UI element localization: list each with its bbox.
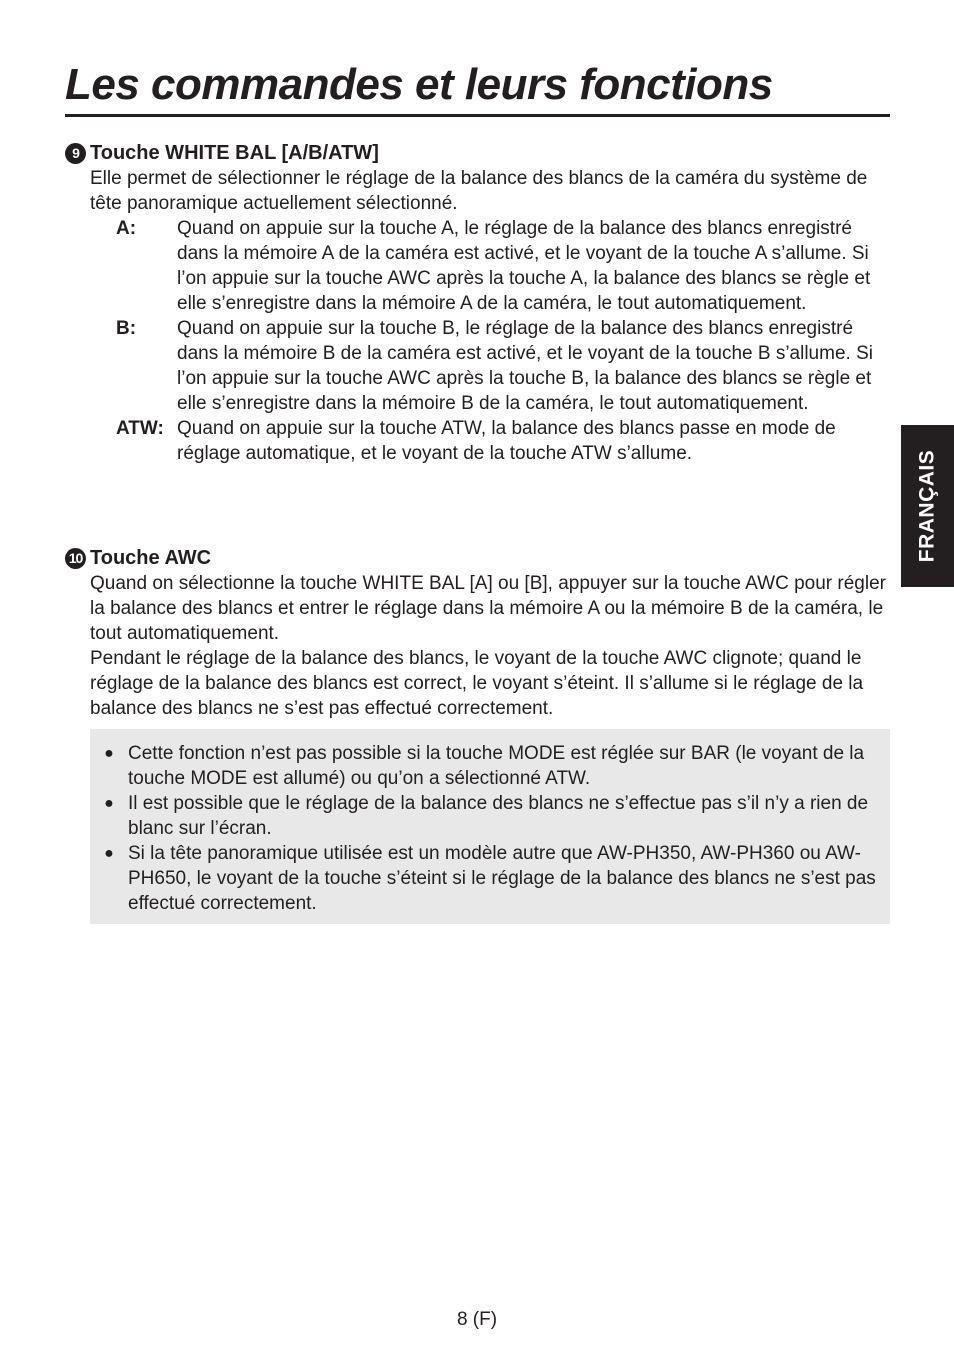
language-tab-label: FRANÇAIS [915, 449, 939, 563]
definition-b [116, 316, 891, 416]
language-tab [901, 425, 954, 587]
note-item [90, 841, 890, 916]
section-paragraph: Quand on sélectionne la touche WHITE BAL [A] ou [B], appuyer sur la touche AWC pour régler la balance des blancs et entrer le réglage dans la mémoire A ou la mémoire B de la caméra, le tout automatiquement. [90, 573, 886, 644]
definition-a [116, 216, 891, 316]
note-list [90, 729, 890, 916]
section-intro: Elle permet de sélectionner le réglage de la balance des blancs de la caméra du système de tête panoramique actuellement sélectionné. [90, 168, 868, 214]
section-heading [65, 141, 891, 166]
bullet-icon: ● [104, 745, 114, 762]
section-heading-text: Touche WHITE BAL [A/B/ATW] [90, 142, 379, 164]
title-rule [65, 114, 890, 117]
definition-desc: Quand on appuie sur la touche ATW, la balance des blancs passe en mode de réglage automatique, et le voyant de la touche ATW s’allume. [177, 418, 836, 464]
page-title: Les commandes et leurs fonctions [65, 60, 773, 109]
section-awc [65, 546, 891, 721]
definition-desc: Quand on appuie sur la touche B, le réglage de la balance des blancs enregistré dans la mémoire B de la caméra est activé, et le voyant de la touche B s’allume. Si l’on appuie sur la touche AWC après la touche B, la balance des blancs se règle et elle s’enregistre dans la mémoire B de la caméra, le tout automatiquement. [177, 318, 873, 414]
note-item [90, 741, 890, 791]
note-item [90, 791, 890, 841]
note-box [90, 729, 890, 924]
definition-term: B: [116, 318, 137, 339]
section-heading-text: Touche AWC [90, 547, 212, 569]
page-number: 8 (F) [456, 1309, 498, 1330]
number-9-icon: 9 [65, 143, 86, 164]
note-text: Cette fonction n’est pas possible si la touche MODE est réglée sur BAR (le voyant de la touche MODE est allumé) ou qu’on a sélectionné ATW. [128, 743, 865, 789]
number-10-icon: 10 [65, 548, 86, 569]
section-paragraph: Pendant le réglage de la balance des blancs, le voyant de la touche AWC clignote; quand le réglage de la balance des blancs est correct, le voyant s’éteint. Il s’allume si le réglage de la balance des blancs ne s’est pas effectué correctement. [90, 648, 864, 719]
note-text: Si la tête panoramique utilisée est un modèle autre que AW-PH350, AW-PH360 ou AW-PH650, le voyant de la touche s’éteint si le réglage de la balance des blancs ne s’est pas effectué correctement. [128, 843, 876, 914]
bullet-icon: ● [104, 845, 114, 862]
definition-desc: Quand on appuie sur la touche A, le réglage de la balance des blancs enregistré dans la mémoire A de la caméra est activé, et le voyant de la touche A s’allume. Si l’on appuie sur la touche AWC après la touche A, la balance des blancs se règle et elle s’enregistre dans la mémoire A de la caméra, le tout automatiquement. [177, 218, 871, 314]
section-heading [65, 546, 891, 571]
section-white-bal [65, 141, 891, 466]
definition-term: ATW: [116, 418, 164, 439]
definition-atw [116, 416, 891, 466]
bullet-icon: ● [104, 795, 114, 812]
definition-term: A: [116, 218, 137, 239]
note-text: Il est possible que le réglage de la balance des blancs ne s’effectue pas s’il n’y a rien de blanc sur l’écran. [128, 793, 869, 839]
